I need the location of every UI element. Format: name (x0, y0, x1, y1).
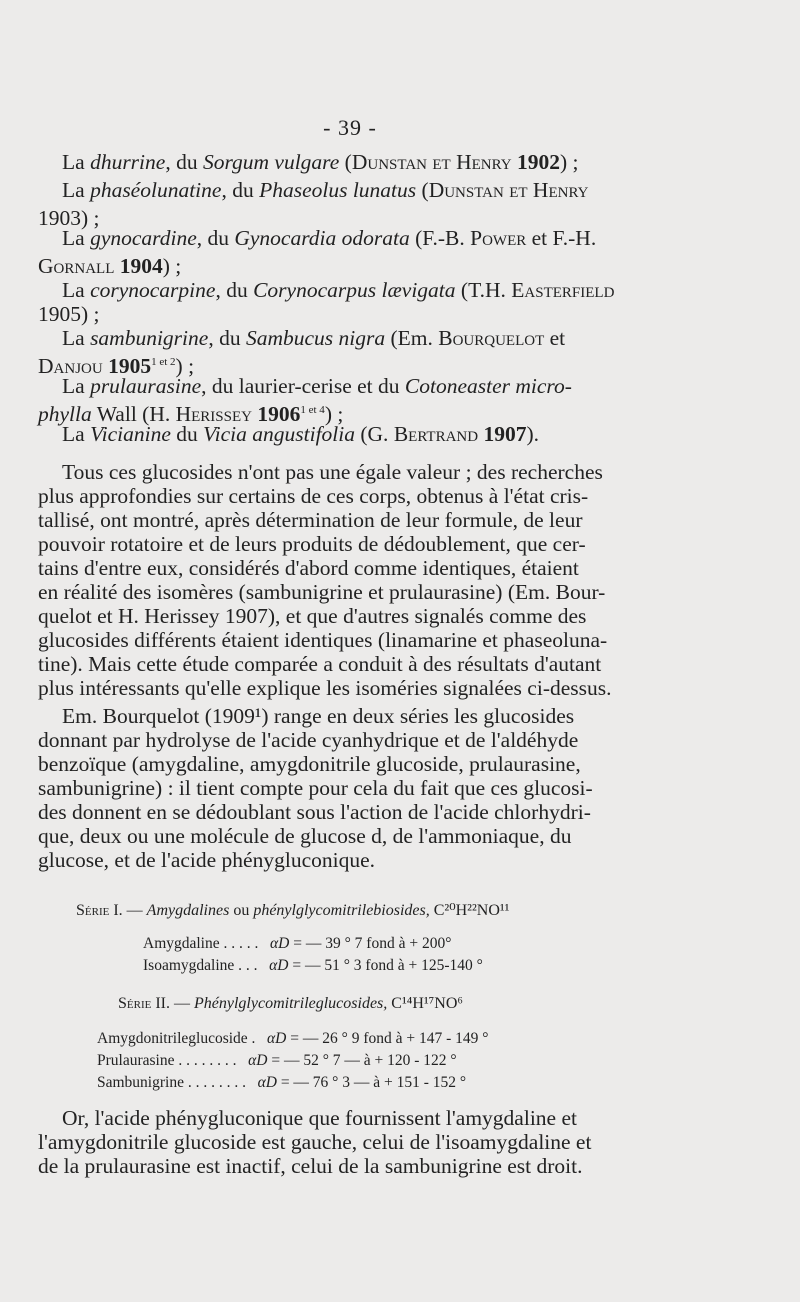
paragraph-line: benzoïque (amygdaline, amygdonitrile glucoside, prulaurasine, (38, 752, 581, 776)
list-item-continuation: phylla Wall (H. Herissey $1906^{1 et 4}$) ; (38, 402, 344, 426)
list-item-continuation: 1905) ; (38, 302, 100, 326)
page-number: - 39 - (323, 115, 377, 140)
paragraph-line: glucose, et de l'acide phénygluconique. (38, 848, 376, 872)
table-row: Sambunigrine . . . . . . . . αD = — 76 ° 3 — à + 151 - 152 ° (97, 1074, 467, 1091)
paragraph-line: tallisé, ont montré, après détermination de leur formule, de leur (38, 508, 583, 532)
table-row: Prulaurasine . . . . . . . . αD = — 52 ° 7 — à + 120 - 122 ° (97, 1052, 457, 1069)
paragraph-line: en réalité des isomères (sambunigrine et prulaurasine) (Em. Bour- (38, 580, 606, 604)
paragraph-line: tine). Mais cette étude comparée a conduit à des résultats d'autant (38, 652, 602, 676)
paragraph-line: des donnent en se dédoublant sous l'action de l'acide chlorhydri- (38, 800, 591, 824)
paragraph-line: l'amygdonitrile glucoside est gauche, celui de l'isoamygdaline et (38, 1130, 592, 1154)
serie-1-heading: Série I. — Amygdalines ou phénylglycomitrilebiosides, C²⁰H²²NO¹¹ (76, 902, 510, 919)
list-item-continuation: 1903) ; (38, 206, 100, 230)
list-item-corynocarpine: La corynocarpine, du Corynocarpus lævigata (T.H. Easterfield (62, 278, 615, 302)
table-row: Amygdonitrileglucoside . αD = — 26 ° 9 fond à + 147 - 149 ° (97, 1030, 489, 1047)
list-item-continuation: Danjou $1905^{1 et 2}$) ; (38, 354, 195, 378)
paragraph-line: tains d'entre eux, considérés d'abord comme identiques, étaient (38, 556, 579, 580)
paragraph-line: de la prulaurasine est inactif, celui de la sambunigrine est droit. (38, 1154, 583, 1178)
paragraph-line: pouvoir rotatoire et de leurs produits de dédoublement, que cer- (38, 532, 586, 556)
paragraph-line: quelot et H. Herissey 1907), et que d'autres signalés comme des (38, 604, 587, 628)
list-item-continuation: Gornall 1904) ; (38, 254, 182, 278)
paragraph-line: plus intéressants qu'elle explique les isoméries signalées ci-dessus. (38, 676, 612, 700)
paragraph-line: glucosides différents étaient identiques (linamarine et phaseoluna- (38, 628, 608, 652)
table-row: Isoamygdaline . . . αD = — 51 ° 3 fond à + 125-140 ° (143, 957, 483, 974)
list-item-sambunigrine: La sambunigrine, du Sambucus nigra (Em. Bourquelot et (62, 326, 566, 350)
paragraph-line: donnant par hydrolyse de l'acide cyanhydrique et de l'aldéhyde (38, 728, 579, 752)
paragraph-line: Or, l'acide phénygluconique que fournissent l'amygdaline et (62, 1106, 577, 1130)
paragraph-line: plus approfondies sur certains de ces corps, obtenus à l'état cris- (38, 484, 589, 508)
list-item-phaseolunatine: La phaséolunatine, du Phaseolus lunatus (Dunstan et Henry (62, 178, 589, 202)
table-row: Amygdaline . . . . . αD = — 39 ° 7 fond à + 200° (143, 935, 452, 952)
serie-2-heading: Série II. — Phénylglycomitrileglucosides, C¹⁴H¹⁷NO⁶ (118, 995, 463, 1012)
list-item-prulaurasine: La prulaurasine, du laurier-cerise et du Cotoneaster micro- (62, 374, 572, 398)
paragraph-line: Tous ces glucosides n'ont pas une égale valeur ; des recherches (62, 460, 603, 484)
paragraph-line: que, deux ou une molécule de glucose d, de l'ammoniaque, du (38, 824, 572, 848)
list-item-dhurrine: La dhurrine, du Sorgum vulgare (Dunstan et Henry 1902) ; (62, 150, 579, 174)
paragraph-line: Em. Bourquelot (1909¹) range en deux séries les glucosides (62, 704, 575, 728)
paragraph-line: sambunigrine) : il tient compte pour cela du fait que ces glucosi- (38, 776, 593, 800)
list-item-vicianine: La Vicianine du Vicia angustifolia (G. Bertrand 1907). (62, 422, 540, 446)
list-item-gynocardine: La gynocardine, du Gynocardia odorata (F.-B. Power et F.-H. (62, 226, 597, 250)
